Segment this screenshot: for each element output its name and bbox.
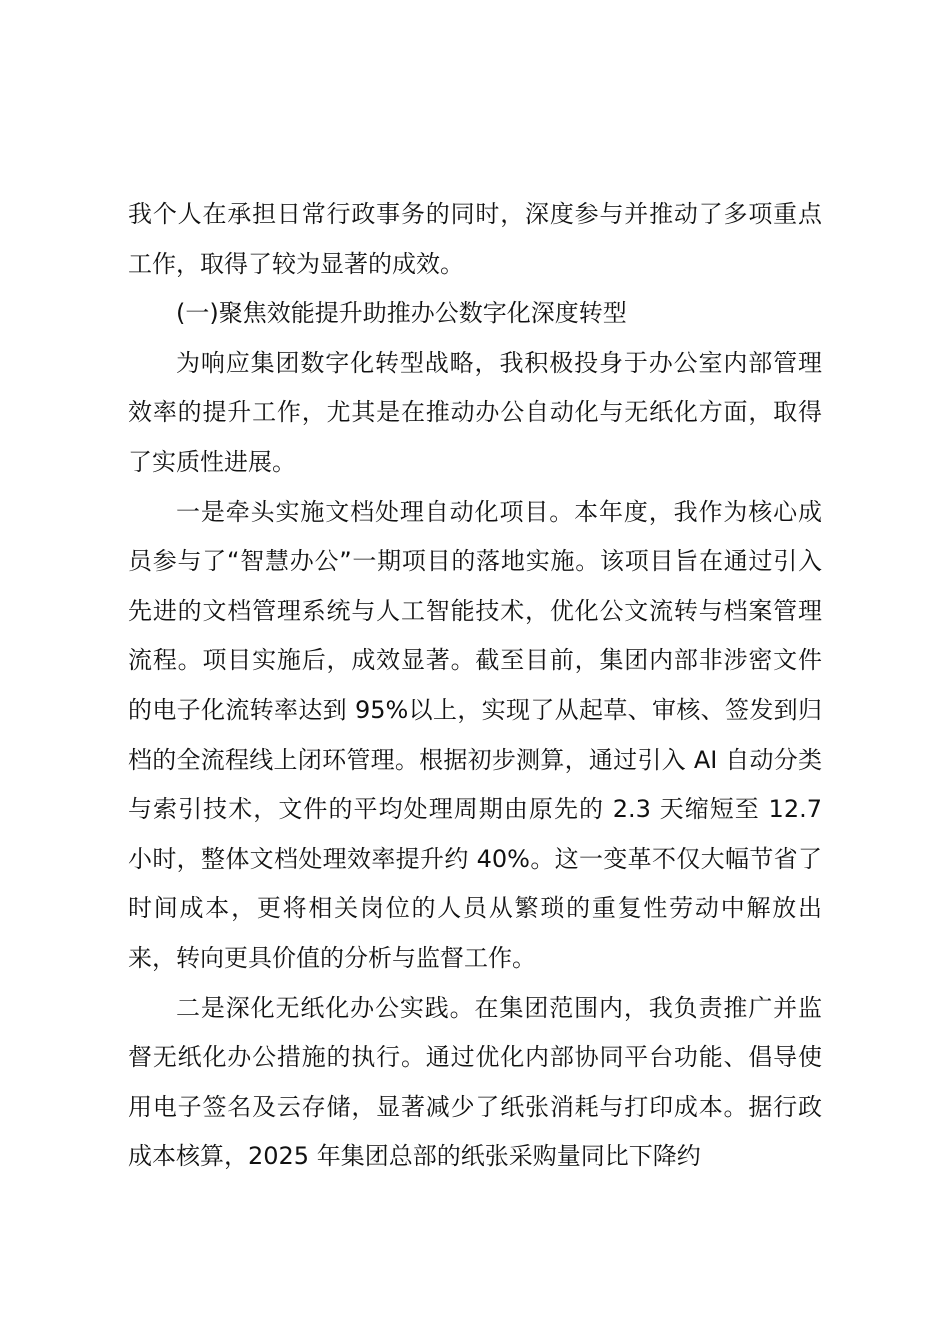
- paragraph-paperless-office: 二是深化无纸化办公实践。在集团范围内，我负责推广并监督无纸化办公措施的执行。通过优化内部协同平台功能、倡导使用电子签名及云存储，显著减少了纸张消耗与打印成本。据行政成本核算，2025 年集团总部的纸张采购量同比下降约: [128, 993, 822, 1171]
- paragraph-digital-strategy: 为响应集团数字化转型战略，我积极投身于办公室内部管理效率的提升工作，尤其是在推动办公自动化与无纸化方面，取得了实质性进展。: [128, 348, 822, 476]
- section-heading: (一)聚焦效能提升助推办公数字化深度转型: [176, 299, 627, 328]
- document-body: [128, 190, 822, 1182]
- paragraph-automation-project: 一是牵头实施文档处理自动化项目。本年度，我作为核心成员参与了“智慧办公”一期项目的落地实施。该项目旨在通过引入先进的文档管理系统与人工智能技术，优化公文流转与档案管理流程。项目实施后，成效显著。截至目前，集团内部非涉密文件的电子化流转率达到 95%以上，实现了从起草、审核、签发到归档的全流程线上闭环管理。根据初步测算，通过引入 AI 自动分类与索引技术，文件的平均处理周期由原先的 2.3 天缩短至 12.7 小时，整体文档处理效率提升约 40%。这一变革不仅大幅节省了时间成本，更将相关岗位的人员从繁琐的重复性劳动中解放出来，转向更具价值的分析与监督工作。: [128, 497, 822, 972]
- intro-paragraph: 我个人在承担日常行政事务的同时，深度参与并推动了多项重点工作，取得了较为显著的成效。: [128, 200, 822, 278]
